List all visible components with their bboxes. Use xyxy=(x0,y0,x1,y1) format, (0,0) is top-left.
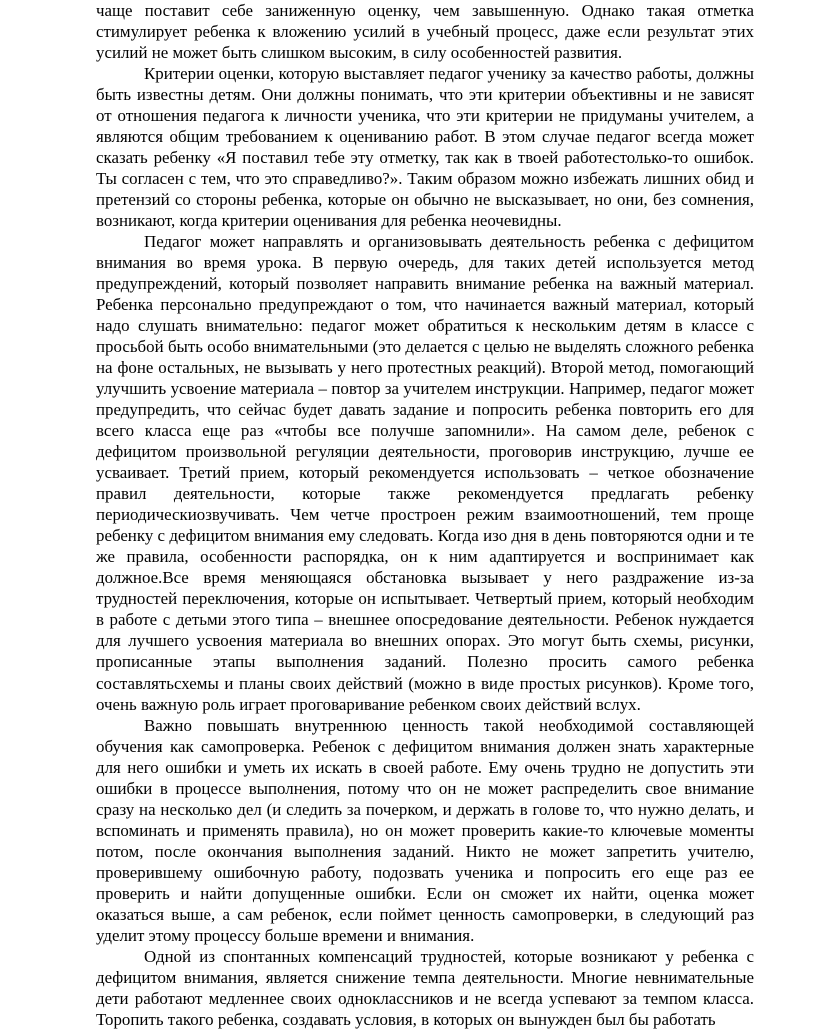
paragraph-tempo: Одной из спонтанных компенсаций трудностей, которые возникают у ребенка с дефицитом внимания, является снижение темпа деятельности. Многие невнимательные дети работают медленнее своих одноклассников и не всегда успевают за темпом класса. Торопить такого ребенка, создавать условия, в которых он вынужден был бы работать xyxy=(96,946,754,1029)
document-page xyxy=(96,0,754,1030)
paragraph-self-check: Важно повышать внутреннюю ценность такой необходимой составляющей обучения как самопроверка. Ребенок с дефицитом внимания должен знать характерные для него ошибки и уметь их искать в своей работе. Ему очень трудно не допустить эти ошибки в процессе выполнения, потому что он не может распределить свое внимание сразу на несколько дел (и следить за почерком, и держать в голове то, что нужно делать, и вспоминать и применять правила), но он может проверить какие-то ключевые моменты потом, после окончания выполнения заданий. Никто не может запретить учителю, проверившему ошибочную работу, подозвать ученика и попросить его еще раз ее проверить и найти допущенные ошибки. Если он сможет их найти, оценка может оказаться выше, а сам ребенок, если поймет ценность самопроверки, в следующий раз уделит этому процессу больше времени и внимания. xyxy=(96,715,754,945)
paragraph-teacher-methods: Педагог может направлять и организовывать деятельность ребенка с дефицитом внимания во время урока. В первую очередь, для таких детей используется метод предупреждений, который позволяет направить внимание ребенка на важный материал. Ребенка персонально предупреждают о том, что начинается важный материал, который надо слушать внимательно: педагог может обратиться к нескольким детям в классе с просьбой быть особо внимательными (это делается с целью не выделять сложного ребенка на фоне остальных, не вызывать у него протестных реакций). Второй метод, помогающий улучшить усвоение материала – повтор за учителем инструкции. Например, педагог может предупредить, что сейчас будет давать задание и попросить ребенка повторить его для всего класса еще раз «чтобы все получше запомнили». На самом деле, ребенок с дефицитом произвольной регуляции деятельности, проговорив инструкцию, лучше ее усваивает. Третий прием, который рекомендуется использовать – четкое обозначение правил деятельности, которые также рекомендуется предлагать ребенку периодическиозвучивать. Чем четче простроен режим взаимоотношений, тем проще ребенку с дефицитом внимания ему следовать. Когда изо дня в день повторяются одни и те же правила, особенности распорядка, он к ним адаптируется и воспринимает как должное.Все время меняющаяся обстановка вызывает у него раздражение из-за трудностей переключения, которые он испытывает. Четвертый прием, который необходим в работе с детьми этого типа – внешнее опосредование деятельности. Ребенок нуждается для лучшего усвоения материала во внешних опорах. Это могут быть схемы, рисунки, прописанные этапы выполнения заданий. Полезно просить самого ребенка составлятьсхемы и планы своих действий (можно в виде простых рисунков). Кроме того, очень важную роль играет проговаривание ребенком своих действий вслух. xyxy=(96,232,754,714)
paragraph-assessment-criteria: Критерии оценки, которую выставляет педагог ученику за качество работы, должны быть известны детям. Они должны понимать, что эти критерии объективны и не зависят от отношения педагога к личности ученика, что эти критерии не придуманы учителем, а являются общим требованием к оцениванию работ. В этом случае педагог всегда может сказать ребенку «Я поставил тебе эту отметку, так как в твоей работестолько-то ошибок. Ты согласен с тем, что это справедливо?». Таким образом можно избежать лишних обид и претензий со стороны ребенка, которые он обычно не высказывает, но они, без сомнения, возникают, когда критерии оценивания для ребенка неочевидны. xyxy=(96,64,754,231)
paragraph-continuation: чаще поставит себе заниженную оценку, чем завышенную. Однако такая отметка стимулирует ребенка к вложению усилий в учебный процесс, даже если результат этих усилий не может быть слишком высоким, в силу особенностей развития. xyxy=(96,1,754,63)
